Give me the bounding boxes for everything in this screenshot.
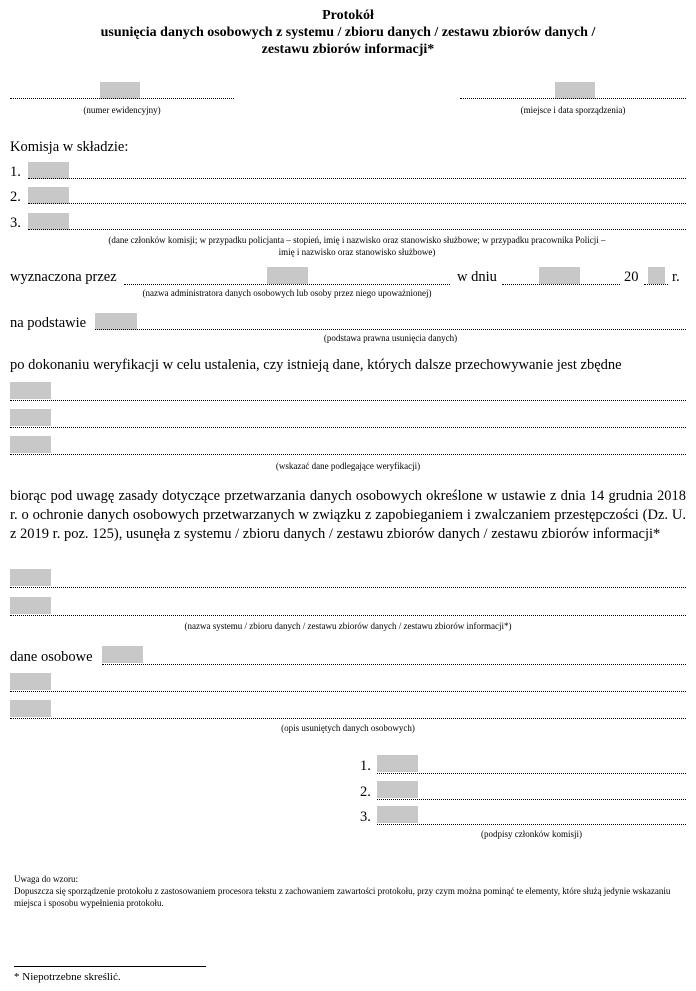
verification-field-1[interactable]: [10, 382, 51, 399]
appointed-by-caption: (nazwa administratora danych osobowych lub osoby przez niego upoważnionej): [142, 288, 432, 298]
system-name-line-1: [10, 587, 686, 588]
commission-member-3-field[interactable]: [28, 213, 69, 230]
place-date-line: [460, 98, 686, 99]
verification-line-3: [10, 454, 686, 455]
appointed-by-line: [124, 284, 450, 285]
date-day-month-field[interactable]: [539, 267, 580, 284]
personal-data-line-2: [10, 691, 686, 692]
verification-field-2[interactable]: [10, 409, 51, 426]
commission-caption-line2: imię i nazwisko oraz stanowisko służbowe): [278, 247, 436, 257]
year-prefix: 20: [624, 269, 639, 285]
place-date-caption: (miejsce i data sporządzenia): [520, 105, 626, 115]
commission-member-1-field[interactable]: [28, 162, 69, 179]
personal-data-line-3: [10, 718, 686, 719]
verification-caption: (wskazać dane podlegające weryfikacji): [275, 461, 421, 471]
personal-data-line-1: [102, 664, 686, 665]
system-name-field-2[interactable]: [10, 597, 51, 614]
commission-member-1-line: [28, 178, 686, 179]
verification-text: po dokonaniu weryfikacji w celu ustalenia, czy istnieją dane, których dalsze przechowywanie jest zbędne: [10, 357, 622, 373]
signature-field-1[interactable]: [377, 755, 418, 772]
commission-number-2: 2.: [10, 189, 21, 205]
personal-data-caption: (opis usuniętych danych osobowych): [281, 723, 415, 733]
document-title: Protokół: [322, 8, 374, 23]
commission-member-2-field[interactable]: [28, 187, 69, 204]
signature-line-2: [377, 799, 686, 800]
verification-line-2: [10, 427, 686, 428]
date-day-month-line: [502, 284, 620, 285]
signature-number-3: 3.: [360, 809, 371, 825]
commission-member-2-line: [28, 203, 686, 204]
document-subtitle-line2: zestawu zbiorów informacji*: [261, 42, 435, 57]
verification-line-1: [10, 400, 686, 401]
year-line: [644, 284, 668, 285]
signature-field-3[interactable]: [377, 806, 418, 823]
system-name-field-1[interactable]: [10, 569, 51, 586]
footnote-separator: [14, 966, 206, 967]
signature-field-2[interactable]: [377, 781, 418, 798]
personal-data-field-3[interactable]: [10, 700, 51, 717]
appointed-by-label: wyznaczona przez: [10, 269, 117, 285]
note-text: Dopuszcza się sporządzenie protokołu z zastosowaniem procesora tekstu z zachowaniem zawartości protokołu, przy czym można pominąć te elementy, które służą jedynie wskazaniu miejsca i sposobu wypełnienia protokołu.: [14, 886, 671, 908]
basis-field[interactable]: [95, 313, 137, 330]
signature-line-1: [377, 773, 686, 774]
year-field[interactable]: [648, 267, 665, 284]
basis-line: [95, 329, 686, 330]
commission-number-1: 1.: [10, 164, 21, 180]
signatures-caption: (podpisy członków komisji): [481, 829, 582, 839]
place-date-field[interactable]: [555, 82, 595, 99]
commission-member-3-line: [28, 229, 686, 230]
record-number-caption: (numer ewidencyjny): [83, 105, 161, 115]
record-number-line: [10, 98, 234, 99]
basis-caption: (podstawa prawna usunięcia danych): [323, 333, 458, 343]
commission-heading: Komisja w składzie:: [10, 139, 129, 155]
removal-caption: (nazwa systemu / zbioru danych / zestawu zbiorów danych / zestawu zbiorów informacji*): [184, 621, 512, 631]
note-heading: Uwaga do wzoru:: [14, 874, 78, 884]
document-subtitle-line1: usunięcia danych osobowych z systemu / zbioru danych / zestawu zbiorów danych /: [100, 25, 596, 40]
footnote-text: * Niepotrzebne skreślić.: [14, 971, 121, 983]
removal-text: biorąc pod uwagę zasady dotyczące przetwarzania danych osobowych określone w ustawie z dnia 14 grudnia 2018 r. o ochronie danych osobowych przetwarzanych w związku z zapobieganiem i zwalczaniem przestępczości (Dz. U. z 2019 r. poz. 125), usunęła z systemu / zbioru danych / zestawu zbiorów danych / zestawu zbiorów informacji*: [10, 488, 686, 542]
record-number-field[interactable]: [100, 82, 140, 99]
personal-data-field-1[interactable]: [102, 646, 143, 663]
basis-label: na podstawie: [10, 315, 87, 331]
personal-data-field-2[interactable]: [10, 673, 51, 690]
signature-number-1: 1.: [360, 758, 371, 774]
commission-caption-line1: (dane członków komisji; w przypadku policjanta – stopień, imię i nazwisko oraz stanowisko służbowe; w przypadku pracownika Policji –: [108, 235, 606, 245]
verification-field-3[interactable]: [10, 436, 51, 453]
date-label: w dniu: [457, 269, 497, 285]
appointed-by-field[interactable]: [267, 267, 308, 284]
year-suffix: r.: [672, 269, 680, 285]
personal-data-label: dane osobowe: [10, 649, 93, 665]
commission-number-3: 3.: [10, 215, 21, 231]
signature-number-2: 2.: [360, 784, 371, 800]
system-name-line-2: [10, 615, 686, 616]
signature-line-3: [377, 824, 686, 825]
